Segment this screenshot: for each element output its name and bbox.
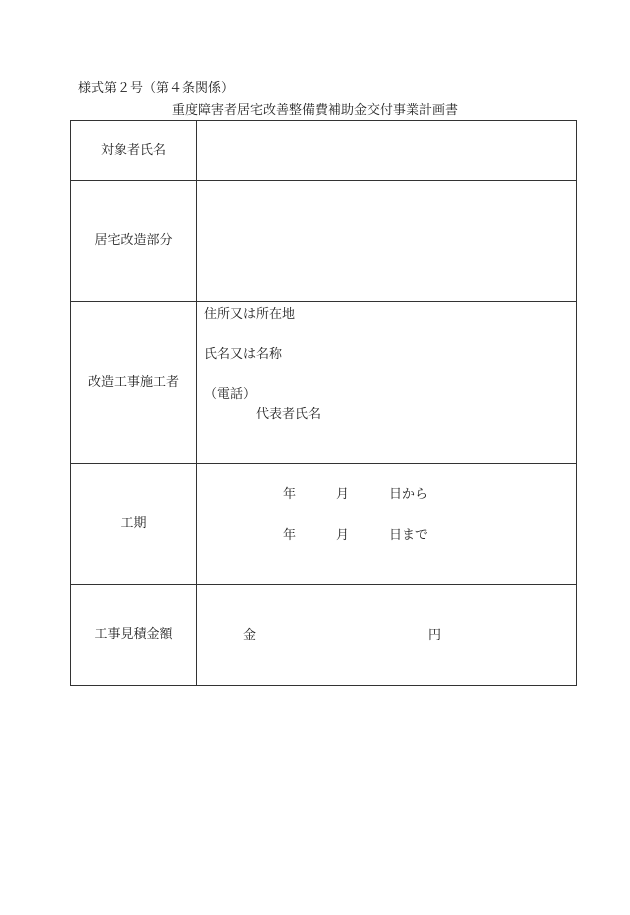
row-subject-name [71,121,577,181]
period-label: 工期 [71,464,197,585]
amount-prefix: 金 [243,628,257,643]
renovation-part-field[interactable] [197,181,577,302]
end-month-label: 月 [336,528,350,543]
row-period [71,464,577,585]
document-title: 重度障害者居宅改善整備費補助金交付事業計画書 [171,103,458,118]
form-number: 様式第２号（第４条関係） [78,81,235,96]
subject-name-field[interactable] [197,121,577,181]
renovation-part-label: 居宅改造部分 [71,181,197,302]
address-label: 住所又は所在地 [204,307,296,322]
representative-label: 代表者氏名 [256,407,322,422]
plan-form-table [70,120,577,686]
subject-name-label: 対象者氏名 [71,121,197,181]
row-contractor [71,302,577,464]
contractor-field[interactable] [197,302,577,464]
phone-label: （電話） [204,387,257,402]
start-year-label: 年 [283,487,297,502]
end-year-label: 年 [283,528,297,543]
name-label: 氏名又は名称 [204,347,283,362]
start-month-label: 月 [336,487,350,502]
estimate-field[interactable] [197,585,577,686]
end-day-label: 日まで [389,528,429,543]
period-field[interactable] [197,464,577,585]
row-renovation-part [71,181,577,302]
amount-unit: 円 [428,628,442,643]
contractor-label: 改造工事施工者 [71,302,197,464]
estimate-label: 工事見積金額 [71,585,197,686]
start-day-label: 日から [389,487,429,502]
row-estimate [71,585,577,686]
